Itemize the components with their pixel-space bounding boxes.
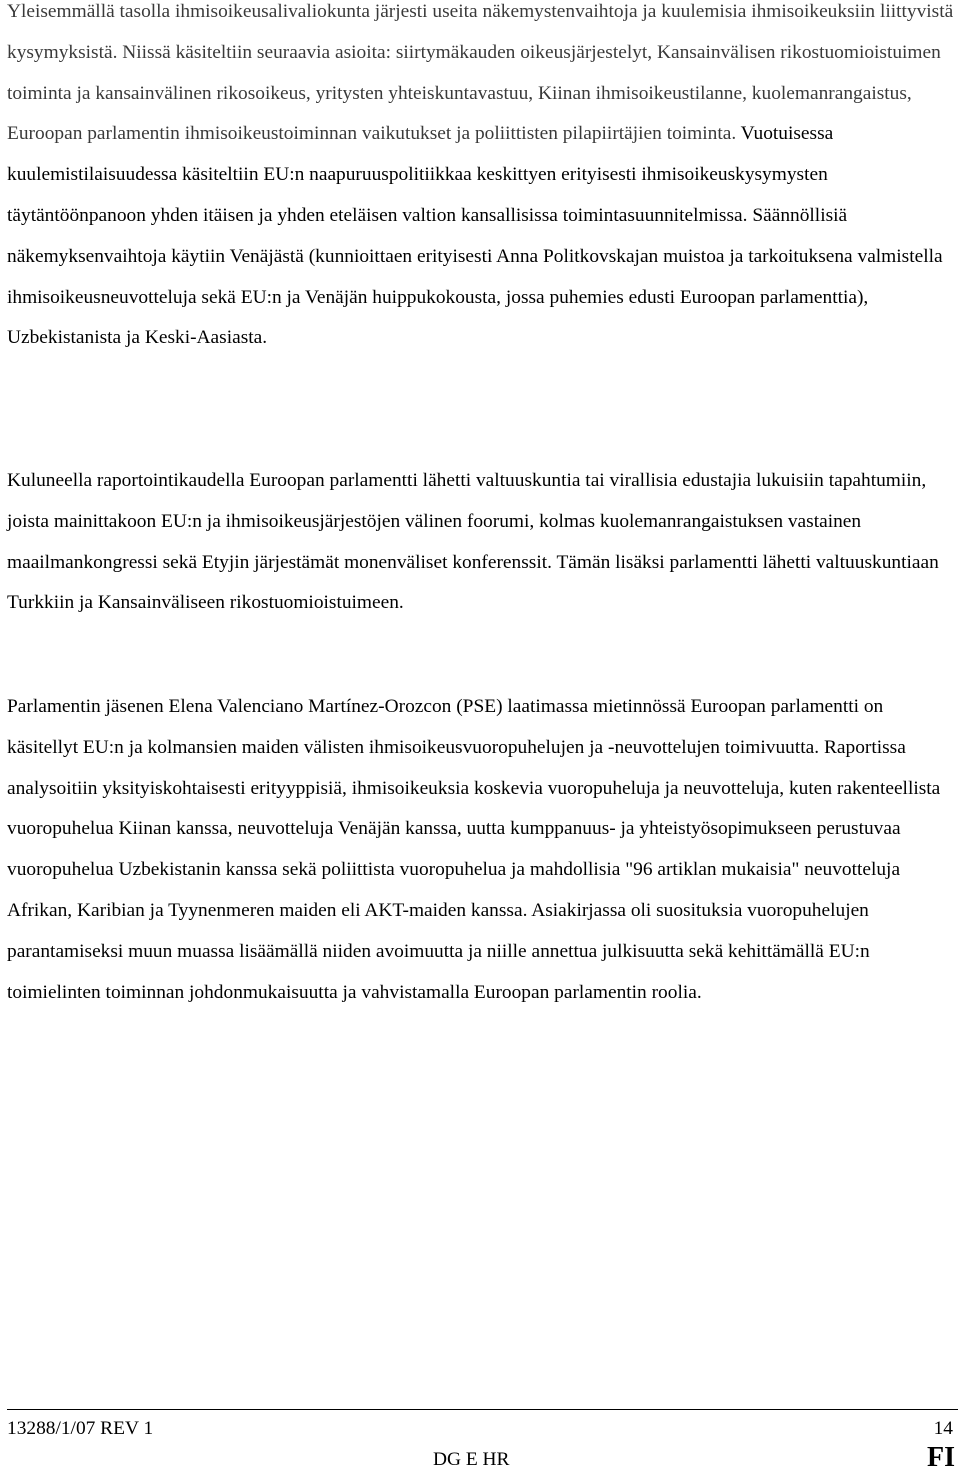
paragraph-1 (7, 0, 957, 359)
department-code: DG E HR (433, 1449, 510, 1470)
paragraph-3-segment-1: Parlamentin jäsenen Elena Valenciano Martínez-Orozcon (PSE) laatimassa mietinnössä Euroopan parlamentti on käsitellyt EU:n ja kolmansien maiden välisten ihmisoikeusvuoropuhelujen ja -neuvottelujen toimivuutta. (7, 696, 884, 758)
paragraph-1-segment-3: Säännöllisiä näkemyksenvaihtoja käytiin Venäjästä (kunnioittaen erityisesti Anna Politkovskajan muistoa ja tarkoituksena valmistella ihmisoikeusneuvotteluja sekä EU:n ja Venäjän huippukokousta, jossa puhemies edusti Euroopan parlamenttia), Uzbekistanista ja Keski-Aasiasta. (7, 204, 943, 349)
paragraph-2 (7, 461, 953, 624)
paragraph-3-segment-2: Raportissa analysoitiin yksityiskohtaisesti erityyppisiä, ihmisoikeuksia koskevia vuoropuheluja ja neuvotteluja, kuten rakenteellista vuoropuhelua Kiinan kanssa, neuvotteluja Venäjän kanssa, uutta kumppanuus- ja yhteistyösopimukseen perustuvaa vuoropuhelua Uzbekistanin kanssa sekä poliittista vuoropuhelua ja mahdollisia "96 artiklan mukaisia" neuvotteluja Afrikan, Karibian ja Tyynenmeren maiden eli AKT-maiden kanssa. (7, 736, 941, 921)
paragraph-3-segment-3: Asiakirjassa oli suosituksia vuoropuhelujen parantamiseksi muun muassa lisäämällä niiden avoimuutta ja niille annettua julkisuutta sekä kehittämällä EU:n toimielinten toiminnan johdonmukaisuutta ja vahvistamalla Euroopan parlamentin roolia. (7, 899, 870, 1003)
document-reference: 13288/1/07 REV 1 (7, 1418, 154, 1439)
page-number: 14 (933, 1418, 953, 1439)
paragraph-3 (7, 687, 953, 1013)
footer-divider (7, 1409, 958, 1410)
paragraph-1-segment-1: Yleisemmällä tasolla ihmisoikeusalivaliokunta järjesti useita näkemystenvaihtoja ja kuulemisia ihmisoikeuksiin liittyvistä kysymyksistä. Niissä käsiteltiin seuraavia asioita: siirtymäkauden oikeusjärjestelyt, Kansainvälisen rikostuomioistuimen toiminta ja kansainvälinen rikosoikeus, yritysten yhteiskuntavastuu, Kiinan ihmisoikeustilanne, kuolemanrangaistus, Euroopan parlamentin ihmisoikeustoiminnan vaikutukset ja poliittisten pilapiirtäjien toiminta. (7, 1, 954, 145)
language-code: FI (927, 1442, 955, 1473)
paragraph-2-segment-1: Kuluneella raportointikaudella Euroopan parlamentti lähetti valtuuskuntia tai virallisia edustajia lukuisiin tapahtumiin, joista mainittakoon EU:n ja ihmisoikeusjärjestöjen välinen foorumi, kolmas kuolemanrangaistuksen vastainen maailmankongressi sekä Etyjin järjestämät monenväliset konferenssit. Tämän lisäksi parlamentti lähetti valtuuskuntiaan Turkkiin ja Kansainväliseen rikostuomioistuimeen. (7, 470, 939, 614)
paragraph-1-segment-2: Vuotuisessa kuulemistilaisuudessa käsiteltiin EU:n naapuruuspolitiikkaa keskittyen erityisesti ihmisoikeuskysymysten täytäntöönpanoon yhden itäisen ja yhden eteläisen valtion kansallisissa toimintasuunnitelmissa. (7, 123, 834, 226)
